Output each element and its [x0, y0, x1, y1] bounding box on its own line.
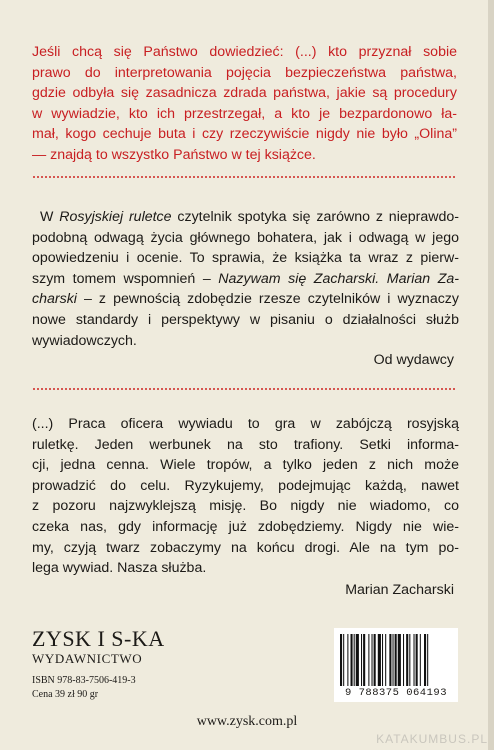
publisher-signature: Od wydawcy — [373, 352, 454, 368]
publisher-block — [32, 627, 165, 702]
barcode-bar — [398, 634, 401, 686]
barcode-bar — [354, 634, 355, 686]
barcode-number: 9 788375 064193 — [344, 687, 447, 699]
text-line: czeka nas, gdy informację już zdobędziemy. Nigdy nie wie- — [32, 518, 459, 535]
text-line: mał, kogo cechuje buta i czy rzeczywiście nigdy nie było „Olina” — [32, 126, 457, 143]
barcode-bars — [340, 634, 452, 686]
dotted-divider — [32, 388, 457, 390]
barcode-bar — [361, 634, 362, 686]
red-blurb-paragraph — [32, 42, 457, 166]
barcode-bar — [374, 634, 376, 686]
barcode-bar — [356, 634, 359, 686]
watermark: KATAKUMBUS.PL — [376, 732, 488, 746]
barcode-bar — [385, 634, 386, 686]
text-line: — znajdą to wszystko Państwo w tej książce. — [32, 146, 316, 163]
barcode-bar — [368, 634, 369, 686]
text-line: szym tomem wspomnień – Nazywam się Zacharski. Marian Za- — [32, 270, 459, 287]
barcode-bar — [389, 634, 391, 686]
author-signature: Marian Zacharski — [345, 582, 454, 598]
barcode-bar — [414, 634, 415, 686]
publisher-name: ZYSK I S-KA — [32, 626, 165, 651]
barcode-bar — [382, 634, 383, 686]
text-line: z pozoru najzwyklejszą misję. Bo nigdy nie wiadomo, co — [32, 498, 459, 515]
barcode-bar — [395, 634, 397, 686]
barcode-bar — [363, 634, 365, 686]
text-line: my, czyją twarz zobaczymy na końcu drogi. Ale na tym po- — [32, 539, 459, 556]
text-line: lega wywiad. Nasza służba. — [32, 560, 207, 577]
barcode-bar — [340, 634, 342, 686]
text-line: prawo do interpretowania pojęcia bezpieczeństwa państwa, — [32, 64, 457, 81]
price-text: Cena 39 zł 90 gr — [32, 689, 99, 700]
text-line: ruletkę. Jeden werbunek na sto trafiony. Setki informa- — [32, 436, 459, 453]
barcode-bar — [420, 634, 421, 686]
barcode — [334, 628, 458, 702]
text-line: cji, jedna cenna. Wiele tropów, a tylko jeden z nich może — [32, 457, 459, 474]
barcode-bar — [343, 634, 344, 686]
barcode-bar — [372, 634, 373, 686]
publisher-subtitle: WYDAWNICTWO — [32, 651, 143, 666]
text-line: Jeśli chcą się Państwo dowiedzieć: (...) kto przyznał sobie — [32, 44, 457, 60]
text-line: podobną odwagą życia głównego bohatera, jak i odwagą w jego — [32, 229, 459, 246]
text-line: charski – z pewnością zdobędzie rzesze czytelników i wyznaczy — [32, 291, 459, 308]
barcode-bar — [403, 634, 404, 686]
barcode-bar — [347, 634, 348, 686]
text-line: (...) Praca oficera wywiadu to gra w zabójczą rosyjską — [32, 416, 459, 432]
barcode-bar — [378, 634, 381, 686]
publisher-url: www.zysk.com.pl — [196, 714, 298, 729]
barcode-bar — [406, 634, 408, 686]
text-line: opowiedzeniu i ocenie. To sprawia, że książka ta wraz z pierw- — [32, 250, 459, 267]
cover-edge — [488, 0, 494, 750]
text-line: w wywiadzie, kto ich przestrzegał, a kto je bezpardonowo ła- — [32, 105, 457, 122]
barcode-bar — [424, 634, 426, 686]
text-line: nowe standardy i perspektywy w pisaniu o działalności służb — [32, 311, 459, 328]
barcode-bar — [409, 634, 410, 686]
barcode-bar — [427, 634, 428, 686]
text-line: gdzie odbyła się zasadnicza zdrada państwa, jakie są procedury — [32, 85, 457, 102]
text-line: prowadzić do celu. Ryzykujemy, podejmując każdą, nawet — [32, 477, 459, 494]
text-line: W Rosyjskiej ruletce czytelnik spotyka się zarówno z nieprawdo- — [40, 209, 459, 225]
barcode-bar — [351, 634, 353, 686]
author-quote-paragraph — [32, 414, 459, 579]
publisher-note-paragraph — [32, 207, 459, 351]
barcode-bar — [393, 634, 394, 686]
barcode-bar — [416, 634, 418, 686]
isbn-text: ISBN 978-83-7506-419-3 — [32, 675, 136, 686]
dotted-divider — [32, 176, 457, 178]
text-line: wywiadowczych. — [32, 332, 137, 349]
